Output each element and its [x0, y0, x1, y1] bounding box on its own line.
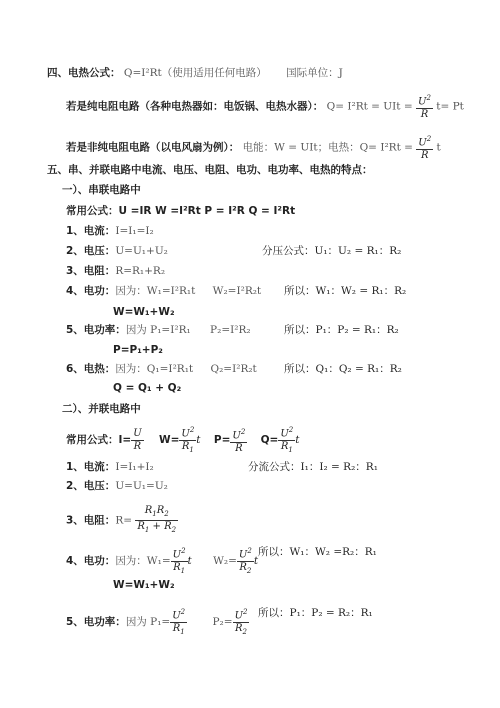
s4-unit: 国际单位：J [286, 67, 343, 79]
s4-title: 四、电热公式： [47, 67, 121, 79]
series-current-expr: I=I₁=I₂ [115, 225, 154, 237]
series-heat-expr2: Q₂=I²R₂t [210, 363, 257, 375]
s4-nonpure-line [66, 133, 441, 162]
frac-u2-over-r1: $\frac{U^2}{R_1}$ [181, 426, 195, 455]
series-current-label: 1、电流： [66, 225, 116, 237]
s4-pure-line [66, 92, 464, 121]
parallel-power-label: 5、电功率： [66, 616, 126, 629]
parallel-work-ratio: 所以：W₁：W₂ =R₂：R₁ [258, 546, 377, 558]
s4-nonpure-expr: 电能：W = UIt；电热：Q= I²Rt = [242, 141, 413, 154]
series-resistance-expr: R=R₁+R₂ [115, 265, 166, 277]
parallel-current-label: 1、电流： [66, 461, 116, 473]
series-work-expr1: 因为：W₁=I²R₁t [115, 285, 196, 297]
frac-u2-over-r: $\frac{U^2}{R}$ [418, 94, 431, 121]
parallel-voltage-expr: U=U₁=U₂ [115, 480, 168, 492]
frac-r1r2-over-sum: $\frac{R_1R_2}{R_1 + R_2}$ [137, 505, 177, 534]
parallel-voltage-label: 2、电压： [66, 480, 116, 492]
parallel-power-expr1: 因为 P₁= [125, 616, 171, 629]
series-resistance [66, 264, 165, 278]
series-voltage-label: 2、电压： [66, 245, 116, 257]
s4-pure-expr: Q= I²Rt = UIt = [326, 100, 413, 113]
parallel-current [66, 460, 154, 474]
s5-title: 五、串、并联电路中电流、电压、电阻、电功、电功率、电热的特点： [47, 164, 373, 176]
series-heat-label: 6、电热： [66, 363, 116, 375]
parallel-resistance [66, 505, 178, 536]
series-power-expr1: 因为 P₁=I²R₁ [125, 324, 191, 336]
frac-u-over-r: $\frac{U}{R}$ [133, 427, 142, 452]
parallel-current-ratio: 分流公式：I₁：I₂ = R₂：R₁ [248, 461, 378, 473]
frac-u2-over-r1: $\frac{U^2}{R_1}$ [172, 608, 186, 637]
series-voltage-expr: U=U₁+U₂ [115, 245, 168, 257]
series-work [66, 284, 261, 298]
parallel-common: 常用公式：I= $\frac{U}{R}$ W= $\frac{U^2}{R_1}$ t P= $\frac{U^2}{R}$ Q= $\frac{U^2}{R_1}$ t [66, 426, 300, 455]
frac-u2-over-r1: $\frac{U^2}{R_1}$ [172, 547, 186, 576]
parallel-resistance-expr: R= [115, 514, 133, 527]
series-common: 常用公式：U =IR W =I²Rt P = I²R Q = I²Rt [66, 205, 296, 217]
series-heat [66, 362, 257, 376]
parallel-work: 4、电功：因为：W₁= $\frac{U^2}{R_1}$ t W₂= $\frac{U^2}{R_2}$ t [66, 547, 259, 576]
parallel-resistance-label: 3、电阻： [66, 514, 116, 527]
series-resistance-label: 3、电阻： [66, 265, 116, 277]
series-work-label: 4、电功： [66, 285, 116, 297]
frac-u2-over-r2: $\frac{U^2}{R_2}$ [234, 608, 248, 637]
series-work-ratio: 所以：W₁：W₂ = R₁：R₂ [284, 285, 407, 297]
series-power-label: 5、电功率： [66, 324, 126, 336]
series-voltage [66, 244, 168, 258]
s4-pure-tail: t= Pt [436, 100, 464, 113]
series-work-expr2: W₂=I²R₂t [212, 285, 262, 297]
series-current [66, 224, 154, 238]
frac-u2-over-r: $\frac{U^2}{R}$ [418, 135, 432, 162]
series-power [66, 323, 251, 337]
series-heat-expr1: 因为：Q₁=I²R₁t [115, 363, 194, 375]
frac-u2-over-r1: $\frac{U^2}{R_1}$ [280, 426, 294, 455]
series-heat-ratio: 所以：Q₁：Q₂ = R₁：R₂ [284, 363, 402, 375]
series-power-sum: P=P₁+P₂ [113, 344, 163, 356]
s4-pure-label: 若是纯电阻电路（各种电热器如：电饭锅、电热水器）： [66, 100, 324, 113]
parallel-work-expr1: 因为：W₁= [115, 555, 171, 568]
parallel-power-expr2: P₂= [212, 616, 233, 629]
series-voltage-ratio: 分压公式：U₁：U₂ = R₁：R₂ [262, 245, 402, 257]
series-title: 一）、串联电路中 [62, 184, 141, 196]
parallel-power-ratio: 所以：P₁：P₂ = R₂：R₁ [258, 607, 373, 619]
frac-u2-over-r2: $\frac{U^2}{R_2}$ [238, 547, 252, 576]
parallel-work-expr2: W₂= [213, 555, 237, 568]
parallel-power [66, 606, 249, 638]
parallel-work-sum: W=W₁+W₂ [113, 579, 175, 591]
series-heat-sum: Q = Q₁ + Q₂ [113, 382, 182, 394]
parallel-voltage [66, 479, 168, 493]
s4-nonpure-tail: t [436, 141, 441, 154]
frac-u2-over-r: $\frac{U^2}{R}$ [232, 427, 246, 454]
s4-nonpure-label: 若是非纯电阻电路（以电风扇为例）： [66, 141, 240, 154]
parallel-current-expr: I=I₁+I₂ [115, 461, 154, 473]
series-work-sum: W=W₁+W₂ [113, 306, 175, 318]
parallel-common-label: 常用公式： [66, 434, 119, 447]
series-power-expr2: P₂=I²R₂ [210, 324, 251, 336]
parallel-title: 二）、并联电路中 [62, 403, 141, 415]
series-power-ratio: 所以：P₁：P₂ = R₁：R₂ [284, 324, 399, 336]
s4-formula: Q=I²Rt（使用适用任何电路） [123, 67, 267, 79]
s4-line [47, 66, 343, 80]
parallel-work-label: 4、电功： [66, 555, 116, 568]
